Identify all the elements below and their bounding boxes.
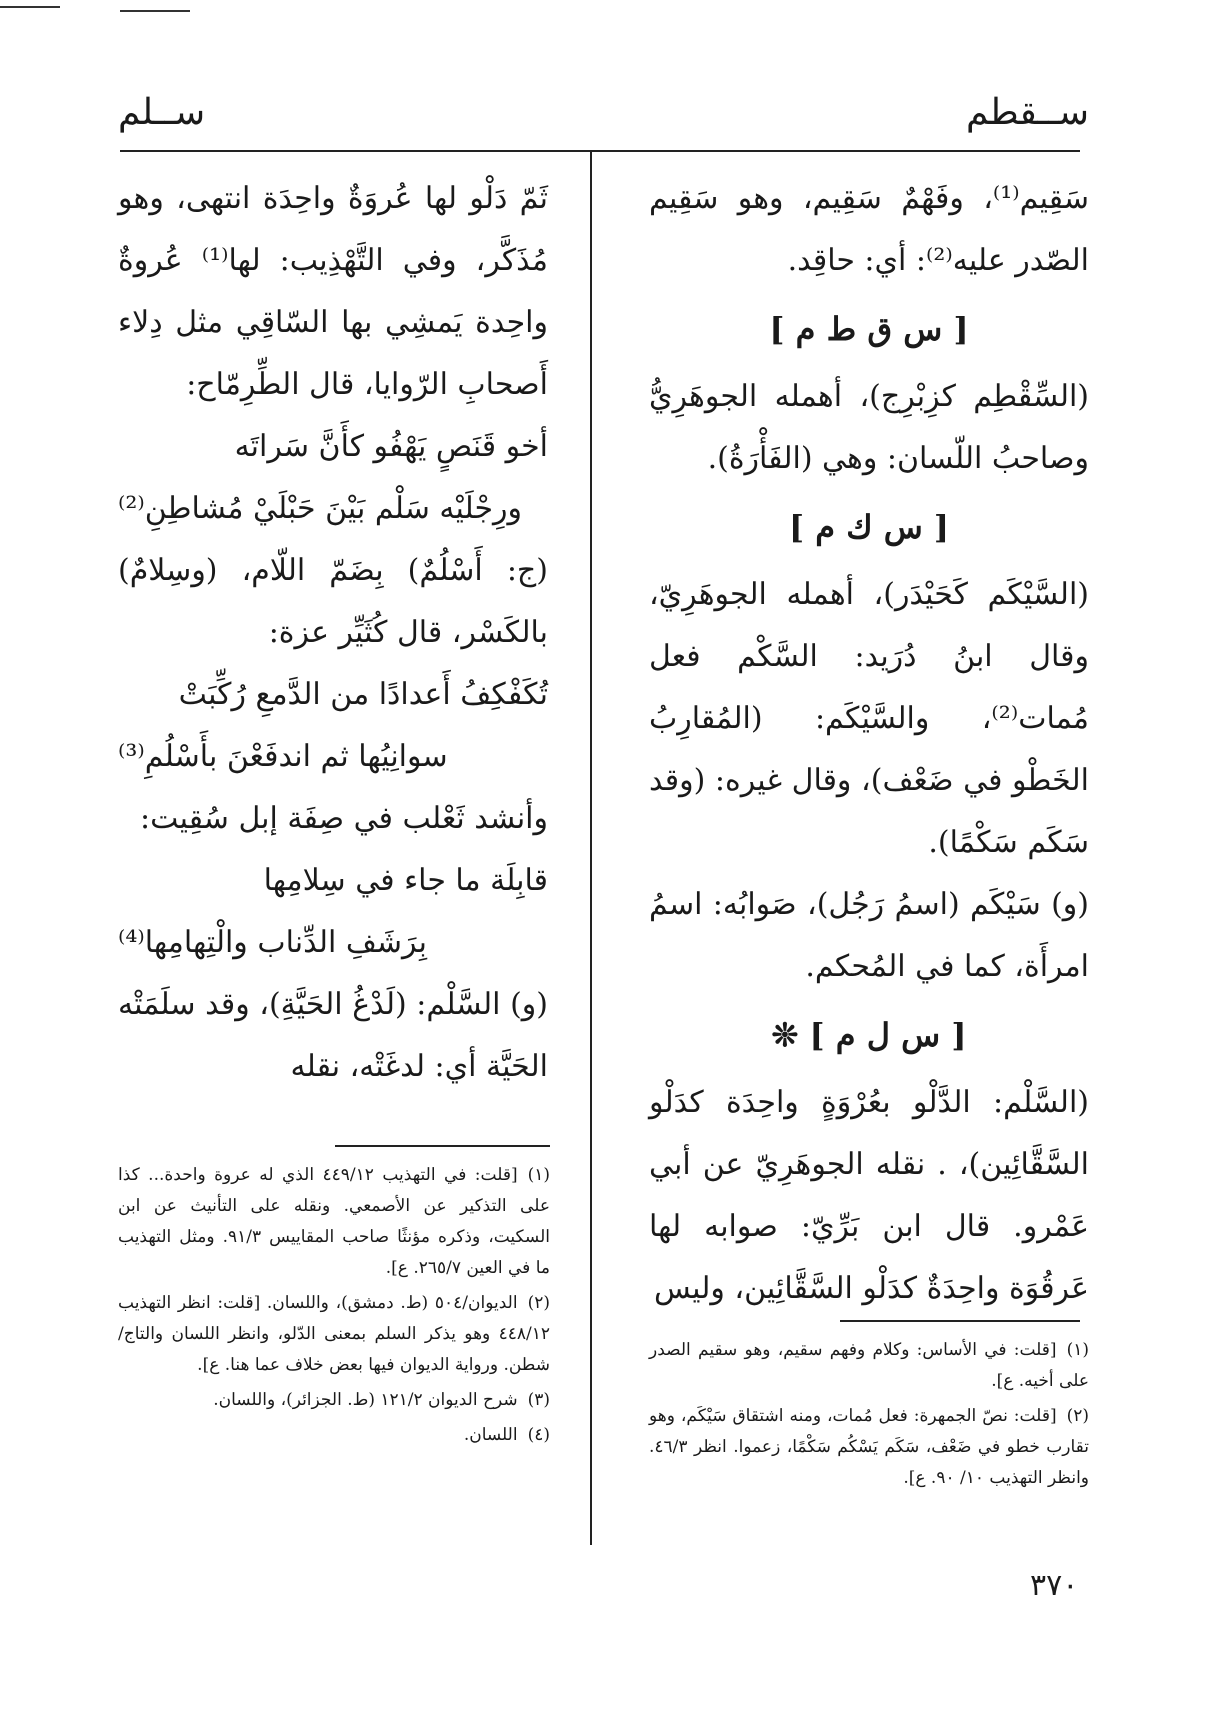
scan-edge-mark <box>120 10 190 12</box>
paragraph: (السَّيْكَم كَحَيْدَر)، أهمله الجوهَرِيّ، وقال ابنُ دُرَيد: السَّكْم فعل مُمات⁽²⁾، والسَّيْكَم: (المُقارِبُ الخَطْو في ضَعْف)، وقال غيره: (وقد سَكَم سَكْمًا). <box>649 577 1089 860</box>
entry-heading: [ س ل م ] ❊ <box>771 1016 967 1054</box>
paragraph: وأنشد ثَعْلب في صِفَة إبل سُقِيت: <box>140 801 548 836</box>
footnote <box>649 1335 1089 1397</box>
right-column <box>649 168 1089 1320</box>
footnote-rule <box>840 1320 1080 1322</box>
paragraph: (السَّلْم: الدَّلْو بعُرْوَةٍ واحِدَة كدَلْو السَّقَّائِين)، . نقله الجوهَرِيّ عن أبي عَمْرو. قال ابن بَرِّيّ: صوابه لها عَرقُوَة واحِدَةٌ كدَلْو السَّقَّائِين، وليس <box>649 1085 1089 1306</box>
footnote-number: (٤) <box>527 1425 550 1445</box>
entry-heading: [ س ق ط م ] <box>769 310 969 348</box>
footnote <box>118 1385 550 1416</box>
verse-line: بِرَشَفِ الدِّناب والْتِهامِها⁽⁴⁾ <box>118 925 427 960</box>
header-rule <box>120 150 1080 152</box>
running-header-right: ســقطم <box>966 92 1089 133</box>
paragraph: ثَمّ دَلْو لها عُروَةٌ واحِدَة انتهى، وهو مُذَكَّر، وفي التَّهْذِيب: لها⁽¹⁾ عُروةٌ واحِدة يَمشِي بها السّاقِي مثل دِلاء أَصحابِ الرّوايا، قال الطِّرِمّاح: <box>118 181 548 402</box>
footnote-text: اللسان. <box>463 1425 518 1445</box>
verse-line: تُكَفْكِفُ أَعدادًا من الدَّمعِ رُكِّبَتْ <box>178 677 548 712</box>
paragraph: (و) سَيْكَم (اسمُ رَجُل)، صَوابُه: اسمُ امرأَة، كما في المُحكم. <box>649 887 1089 984</box>
footnote <box>118 1160 550 1284</box>
footnote <box>649 1401 1089 1494</box>
verse-line: ورِجْلَيْه سَلْم بَيْنَ حَبْلَيْ مُشاطِنِ⁽²⁾ <box>118 491 523 526</box>
paragraph: سَقِيم⁽¹⁾، وفَهْمٌ سَقِيم، وهو سَقِيم الصّدر عليه⁽²⁾: أي: حاقِد. <box>649 181 1089 278</box>
paragraph: (ج: أَسْلُمٌ) بِضَمّ اللّام، (وسِلامٌ) بالكَسْر، قال كُثَيِّر عزة: <box>118 553 548 650</box>
footnote-text: [قلت: في الأساس: وكلام وفهم سقيم، وهو سقيم الصدر على أخيه. ع]. <box>649 1340 1089 1391</box>
scan-edge-mark <box>0 6 60 8</box>
verse-line: سوانِيُها ثم اندفَعْنَ بأَسْلُمِ⁽³⁾ <box>118 739 448 774</box>
left-column <box>118 168 548 1098</box>
verse-line: أخو قَنَصٍ يَهْفُو كأَنَّ سَراتَه <box>234 429 548 464</box>
footnote-number: (١) <box>527 1165 551 1185</box>
footnote-text: الديوان/٥٠٤ (ط. دمشق)، واللسان. [قلت: انظر التهذيب ٤٤٨/١٢ وهو يذكر السلم بمعنى الدّلو، وانظر اللسان والتاج/ شطن. ورواية الديوان فيها بعض خلاف عما هنا. ع]. <box>118 1293 550 1375</box>
verse-line: قابِلَة ما جاء في سِلامِها <box>263 863 548 898</box>
page-number: ٣٧٠ <box>1030 1568 1079 1603</box>
footnotes-left <box>118 1160 550 1455</box>
footnote-text: [قلت: نصّ الجمهرة: فعل مُمات، ومنه اشتقاق سَيْكَم، وهو تقارب خطو في ضَعْف، سَكَم يَسْكُم سَكْمًا، زعموا. انظر ٤٦/٣. وانظر التهذيب ١٠/ ٩٠. ع]. <box>649 1406 1089 1488</box>
footnote-text: شرح الديوان ١٢١/٢ (ط. الجزائر)، واللسان. <box>213 1390 518 1410</box>
column-divider <box>590 150 592 1545</box>
footnote-number: (٢) <box>1066 1406 1089 1426</box>
footnotes-right <box>649 1335 1089 1498</box>
entry-heading: [ س ك م ] <box>788 508 950 546</box>
running-header-left: ســلم <box>118 92 206 133</box>
paragraph: (و) السَّلْم: (لَدْغُ الحَيَّةِ)، وقد سلَمَتْه الحَيَّة أي: لدغَتْه، نقله <box>118 987 548 1084</box>
footnote <box>118 1288 550 1381</box>
footnote-text: [قلت: في التهذيب ٤٤٩/١٢ الذي له عروة واحدة... كذا على التذكير عن الأصمعي. ونقله على التأنيث عن ابن السكيت، وذكره مؤنثًا صاحب المقاييس ٩١/٣. ومثل التهذيب ما في العين ٢٦٥/٧. ع]. <box>118 1165 550 1278</box>
footnote <box>118 1420 550 1451</box>
footnote-number: (٣) <box>527 1390 550 1410</box>
footnote-rule <box>335 1145 550 1147</box>
footnote-number: (١) <box>1066 1340 1089 1360</box>
footnote-number: (٢) <box>527 1293 550 1313</box>
paragraph: (السِّقْطِم كزِبْرِج)، أهمله الجوهَرِيُّ وصاحبُ اللّسان: وهي (الفَأْرَةُ). <box>649 379 1089 476</box>
